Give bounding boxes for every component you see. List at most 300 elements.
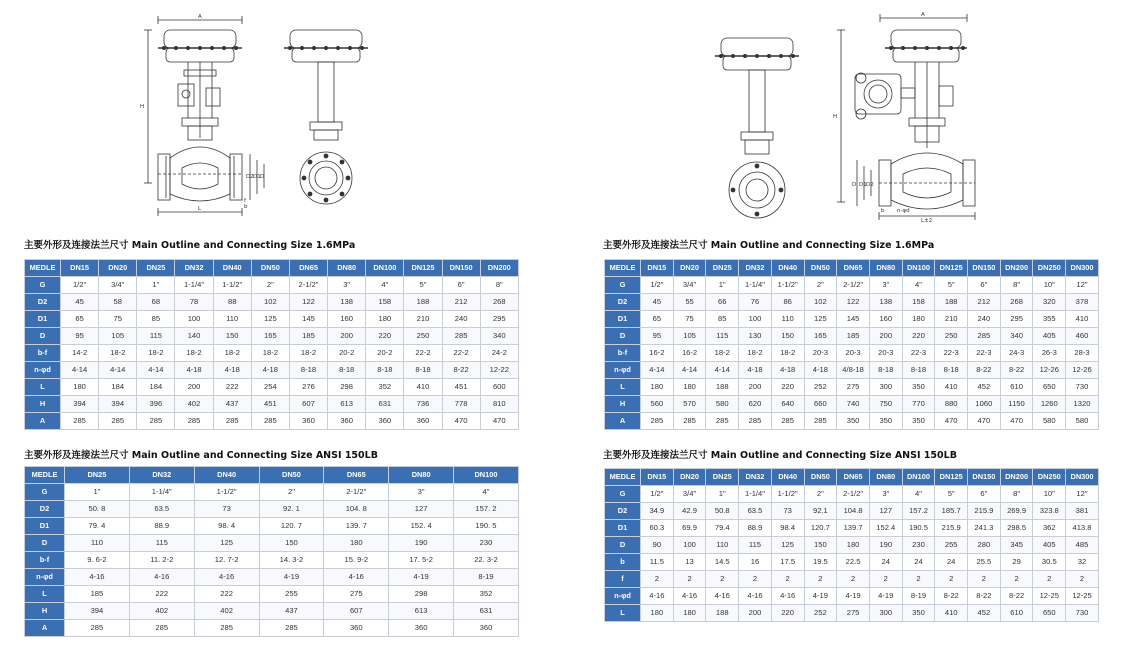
table-cell: 613 [389,603,454,620]
valve-drawing-left [130,8,370,218]
table-cell: 24-2 [480,345,518,362]
column-header: DN125 [935,260,968,277]
table-cell: 4-19 [389,569,454,586]
column-header: DN250 [1033,260,1066,277]
label-A: A [921,12,925,18]
table-cell: 437 [259,603,324,620]
column-header: MEDLE [25,467,65,484]
table-cell: 34.9 [641,503,674,520]
table-cell: 275 [324,586,389,603]
table-cell: 150 [213,328,251,345]
table-cell: 4-16 [641,588,674,605]
table-cell: 394 [65,603,130,620]
table-cell: 26-3 [1033,345,1066,362]
table-cell: 140 [175,328,213,345]
table-row [605,328,1099,345]
table-cell: 4-16 [324,569,389,586]
table-cell: 285 [442,328,480,345]
section-title-3: 主要外形及连接法兰尺寸 Main Outline and Connecting Size 1.6MPa [603,240,935,251]
valve-drawing-right-svg [705,8,985,223]
table-cell: 220 [902,328,935,345]
table-cell: 276 [289,379,327,396]
table-cell: 4-14 [99,362,137,379]
table-cell: 12. 7-2 [194,552,259,569]
table-cell: 15. 9-2 [324,552,389,569]
table-cell: 360 [454,620,519,637]
table-cell: 394 [99,396,137,413]
table-cell: 1" [706,486,739,503]
table-cell: 610 [1000,605,1033,622]
table-cell: 360 [404,413,442,430]
table-cell: 730 [1066,605,1099,622]
row-header: A [605,413,641,430]
table-cell: 150 [771,328,804,345]
table-cell: 122 [289,294,327,311]
table-row [605,277,1099,294]
table-row [25,552,519,569]
table-cell: 4-19 [869,588,902,605]
table-cell: 222 [129,586,194,603]
table-cell: 138 [328,294,366,311]
table-cell: 45 [61,294,99,311]
table-cell: 2-1/2" [324,484,389,501]
table-cell: 1/2" [61,277,99,294]
table-cell: 570 [673,396,706,413]
table-row [605,605,1099,622]
table-cell: 180 [366,311,404,328]
table-cell: 180 [673,605,706,622]
table-cell: 300 [869,379,902,396]
table-cell: 452 [968,605,1001,622]
table-cell: 18-2 [251,345,289,362]
table-cell: 4-14 [137,362,175,379]
table-cell: 20-3 [837,345,870,362]
table-cell: 650 [1033,379,1066,396]
table-cell: 4-14 [61,362,99,379]
table-header-row [25,467,519,484]
section-title-1: 主要外形及连接法兰尺寸 Main Outline and Connecting Size 1.6MPa [24,240,356,251]
table-cell: 1-1/2" [771,277,804,294]
table-cell: 10" [1033,277,1066,294]
label-D: D [260,174,265,180]
column-header: DN15 [641,260,674,277]
table-cell: 460 [1066,328,1099,345]
table-cell: 8" [1000,486,1033,503]
table-cell: 8" [1000,277,1033,294]
table-cell: 28-3 [1066,345,1099,362]
column-header: DN40 [771,260,804,277]
table-cell: 2 [771,571,804,588]
table-cell: 8-18 [869,362,902,379]
table-cell: 86 [771,294,804,311]
table-cell: 185 [289,328,327,345]
column-header: DN32 [739,260,772,277]
column-header: DN300 [1066,469,1099,486]
row-header: D1 [605,520,641,537]
table-cell: 362 [1033,520,1066,537]
table-cell: 165 [251,328,289,345]
table-cell: 2 [1033,571,1066,588]
table-cell: 254 [251,379,289,396]
table-cell: 1" [137,277,175,294]
table-cell: 127 [389,501,454,518]
row-header: D [25,328,61,345]
table-cell: 13 [673,554,706,571]
table-cell: 295 [1000,311,1033,328]
label-D2: D2 [866,182,874,188]
table-cell: 240 [442,311,480,328]
table-cell: 105 [673,328,706,345]
table-cell: 8-18 [404,362,442,379]
table-cell: 2 [1066,571,1099,588]
table-cell: 1-1/4" [175,277,213,294]
table-cell: 350 [902,413,935,430]
row-header: H [605,396,641,413]
table-cell: 9. 6-2 [65,552,130,569]
table-cell: 76 [739,294,772,311]
table-cell: 30.5 [1033,554,1066,571]
table-cell: 413.8 [1066,520,1099,537]
table-cell: 22-2 [404,345,442,362]
table-cell: 18-2 [213,345,251,362]
table-cell: 115 [129,535,194,552]
row-header: b-f [25,345,61,362]
column-header: DN50 [259,467,324,484]
table-cell: 188 [706,605,739,622]
table-cell: 190. 5 [454,518,519,535]
table-cell: 17. 5-2 [389,552,454,569]
row-header: H [25,396,61,413]
table-cell: 285 [65,620,130,637]
table-cell: 405 [1033,537,1066,554]
table-cell: 152. 4 [389,518,454,535]
table-cell: 4-16 [706,588,739,605]
table-cell: 75 [99,311,137,328]
table-cell: 6" [442,277,480,294]
table-cell: 69.9 [673,520,706,537]
table-cell: 98. 4 [194,518,259,535]
table-cell: 25.5 [968,554,1001,571]
table-cell: 378 [1066,294,1099,311]
table-cell: 285 [61,413,99,430]
table-cell: 250 [935,328,968,345]
table-cell: 410 [935,379,968,396]
table-cell: 4-16 [771,588,804,605]
table-cell: 180 [61,379,99,396]
label-n-phi-d: n-φd [897,208,910,214]
table-cell: 3" [389,484,454,501]
table-cell: 92. 1 [259,501,324,518]
column-header: DN15 [61,260,99,277]
table-row [605,294,1099,311]
column-header: DN150 [968,260,1001,277]
column-header: DN80 [328,260,366,277]
table-cell: 2" [804,486,837,503]
table-cell: 220 [366,328,404,345]
table-cell: 10" [1033,486,1066,503]
table-cell: 60.3 [641,520,674,537]
table-cell: 4-16 [65,569,130,586]
table-cell: 730 [1066,379,1099,396]
row-header: D2 [605,503,641,520]
table-cell: 3/4" [99,277,137,294]
table-cell: 2 [837,571,870,588]
table-cell: 285 [129,620,194,637]
table-cell: 300 [869,605,902,622]
table-cell: 115 [739,537,772,554]
table-cell: 4" [902,486,935,503]
table-cell: 8-22 [442,362,480,379]
label-A: A [198,14,202,20]
table-cell: 295 [480,311,518,328]
label-f: f [244,198,246,204]
row-header: D2 [25,294,61,311]
table-cell: 110 [213,311,251,328]
column-header: DN125 [935,469,968,486]
table-cell: 2 [869,571,902,588]
table-cell: 150 [259,535,324,552]
table-cell: 65 [641,311,674,328]
table-cell: 180 [641,605,674,622]
table-cell: 650 [1033,605,1066,622]
table-row [25,379,519,396]
table-row [25,535,519,552]
table-cell: 2 [902,571,935,588]
table-cell: 8-18 [328,362,366,379]
label-D1: D1 [859,182,867,188]
table-cell: 580 [706,396,739,413]
table-cell: 285 [213,413,251,430]
label-b: b [244,204,248,210]
table-cell: 14. 3-2 [259,552,324,569]
table-cell: 360 [389,620,454,637]
table-cell: 8-22 [968,588,1001,605]
table-cell: 1/2" [641,277,674,294]
table-cell: 4-19 [259,569,324,586]
table-cell: 22-3 [902,345,935,362]
table-cell: 145 [289,311,327,328]
table-cell: 252 [804,379,837,396]
table-cell: 180 [324,535,389,552]
table-cell: 165 [804,328,837,345]
table-cell: 750 [869,396,902,413]
table-cell: 127 [869,503,902,520]
row-header: D2 [605,294,641,311]
table-cell: 104.8 [837,503,870,520]
table-cell: 12" [1066,486,1099,503]
label-D1: D1 [253,174,261,180]
table-cell: 778 [442,396,480,413]
table-cell: 100 [673,537,706,554]
table-cell: 88.9 [129,518,194,535]
table-cell: 4-18 [213,362,251,379]
table-cell: 18-2 [137,345,175,362]
table-cell: 11. 2-2 [129,552,194,569]
table-cell: 115 [706,328,739,345]
table-cell: 215.9 [968,503,1001,520]
table-row [25,362,519,379]
table-cell: 2 [935,571,968,588]
row-header: H [25,603,65,620]
table-cell: 323.8 [1033,503,1066,520]
column-header: DN100 [366,260,404,277]
table-cell: 345 [1000,537,1033,554]
table-cell: 95 [641,328,674,345]
row-header: b-f [605,345,641,362]
table-cell: 19.5 [804,554,837,571]
table-cell: 607 [289,396,327,413]
table-cell: 190 [389,535,454,552]
table-cell: 470 [968,413,1001,430]
row-header: D [605,537,641,554]
column-header: MEDLE [605,260,641,277]
table-cell: 98.4 [771,520,804,537]
table-cell: 160 [869,311,902,328]
table-cell: 157. 2 [454,501,519,518]
table-cell: 485 [1066,537,1099,554]
table-cell: 8-19 [902,588,935,605]
label-L: L [198,206,202,212]
table-cell: 8-19 [454,569,519,586]
table-cell: 11.5 [641,554,674,571]
column-header: DN25 [65,467,130,484]
table-cell: 2" [259,484,324,501]
table-cell: 360 [366,413,404,430]
table-cell: 85 [706,311,739,328]
table-cell: 18-2 [706,345,739,362]
table-cell: 63.5 [739,503,772,520]
table-row [25,603,519,620]
table-cell: 470 [480,413,518,430]
table-row [25,518,519,535]
column-header: DN20 [99,260,137,277]
table-cell: 180 [902,311,935,328]
column-header: DN100 [902,260,935,277]
row-header: D1 [605,311,641,328]
table-cell: 285 [137,413,175,430]
table-cell: 285 [771,413,804,430]
row-header: D1 [25,311,61,328]
table-cell: 1260 [1033,396,1066,413]
table-cell: 4-18 [804,362,837,379]
column-header: DN32 [175,260,213,277]
table-cell: 14.5 [706,554,739,571]
table-cell: 285 [968,328,1001,345]
table-cell: 18-2 [99,345,137,362]
column-header: DN50 [251,260,289,277]
table-cell: 200 [328,328,366,345]
table-cell: 2-1/2" [837,486,870,503]
table-cell: 185 [837,328,870,345]
table-row [605,537,1099,554]
table-cell: 402 [129,603,194,620]
table-cell: 222 [194,586,259,603]
table-cell: 340 [480,328,518,345]
table-cell: 22.5 [837,554,870,571]
label-H: H [833,114,838,120]
table-cell: 580 [1066,413,1099,430]
table-cell: 92.1 [804,503,837,520]
table-cell: 2 [641,571,674,588]
table-cell: 188 [404,294,442,311]
table-cell: 120. 7 [259,518,324,535]
table-cell: 2 [1000,571,1033,588]
table-row [605,503,1099,520]
table-cell: 29 [1000,554,1033,571]
column-header: DN15 [641,469,674,486]
table-cell: 437 [213,396,251,413]
table-cell: 2 [739,571,772,588]
table-cell: 613 [328,396,366,413]
table-cell: 68 [137,294,175,311]
table-cell: 185 [65,586,130,603]
table-cell: 298 [328,379,366,396]
table-cell: 110 [706,537,739,554]
spec-table-2 [24,466,519,637]
table-cell: 268 [480,294,518,311]
table-cell: 180 [673,379,706,396]
row-header: D [605,328,641,345]
table-cell: 350 [869,413,902,430]
table-cell: 4-16 [673,588,706,605]
row-header: G [25,484,65,501]
table-cell: 410 [1066,311,1099,328]
column-header: DN25 [137,260,175,277]
table-cell: 285 [739,413,772,430]
table-row [25,484,519,501]
column-header: DN150 [442,260,480,277]
table-row [605,520,1099,537]
section-title-4: 主要外形及连接法兰尺寸 Main Outline and Connecting Size ANSI 150LB [603,450,957,461]
table-cell: 285 [175,413,213,430]
table-cell: 451 [442,379,480,396]
table-row [605,396,1099,413]
table-cell: 269.9 [1000,503,1033,520]
table-cell: 255 [935,537,968,554]
table-cell: 250 [404,328,442,345]
table-cell: 65 [61,311,99,328]
row-header: n-φd [25,362,61,379]
table-cell: 350 [837,413,870,430]
label-b: b [881,208,885,214]
column-header: DN65 [837,260,870,277]
table-cell: 8-18 [902,362,935,379]
table-cell: 150 [804,537,837,554]
table-cell: 8-18 [935,362,968,379]
table-cell: 402 [194,603,259,620]
table-cell: 4-16 [194,569,259,586]
table-row [605,379,1099,396]
table-cell: 360 [328,413,366,430]
table-cell: 105 [99,328,137,345]
table-row [605,345,1099,362]
table-cell: 4-18 [175,362,213,379]
table-cell: 125 [804,311,837,328]
column-header: DN150 [968,469,1001,486]
table-cell: 55 [673,294,706,311]
table-cell: 12-25 [1066,588,1099,605]
column-header: DN80 [869,469,902,486]
row-header: G [25,277,61,294]
column-header: DN50 [804,469,837,486]
table-cell: 20-2 [328,345,366,362]
table-cell: 4" [902,277,935,294]
table-row [25,569,519,586]
table-cell: 88.9 [739,520,772,537]
table-row [25,294,519,311]
table-cell: 1-1/2" [194,484,259,501]
table-cell: 470 [935,413,968,430]
